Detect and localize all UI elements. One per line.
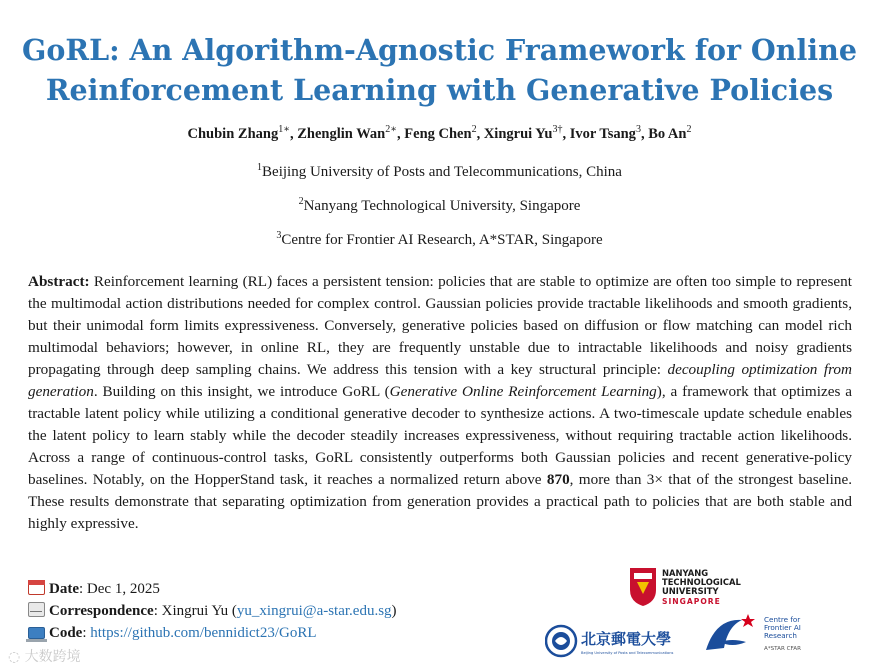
- author-name: Bo An: [648, 125, 687, 142]
- ntu-crest-icon: [628, 566, 748, 608]
- astar-name-line-1: Centre for: [764, 615, 801, 624]
- astar-name-line-2: Frontier AI: [764, 623, 801, 632]
- paper-title: [20, 30, 859, 110]
- bupt-name-cn: 北京郵電大學: [581, 630, 672, 648]
- affiliation-number: 3: [276, 230, 282, 241]
- email-link[interactable]: yu_xingrui@a-star.edu.sg: [236, 603, 392, 619]
- affiliation-number: 2: [298, 196, 304, 207]
- abstract-emphasis: decoupling optimization from generation: [28, 361, 852, 400]
- correspondence-line: [28, 602, 397, 620]
- affiliation-text: Beijing University of Posts and Telecommunications, China: [262, 164, 622, 180]
- code-separator: :: [82, 625, 91, 641]
- author-mark: 2: [686, 124, 692, 135]
- correspondence-label: Correspondence: [49, 603, 154, 619]
- bupt-seal-icon: [545, 623, 675, 663]
- author-mark: 2: [471, 124, 477, 135]
- title-line-2: Reinforcement Learning with Generative Policies: [45, 73, 834, 107]
- author-mark: 3: [635, 124, 641, 135]
- bupt-logo: [545, 623, 675, 667]
- abstract-label: Abstract:: [28, 273, 90, 290]
- affiliation-text: Centre for Frontier AI Research, A*STAR, Singapore: [281, 232, 603, 248]
- abstract-text: Reinforcement learning (RL) faces a persistent tension: policies that are stable to optimize are often too simple to represent the multimodal action distributions needed for complex control. Gaussian policies provide tractable likelihoods and smooth gradients, but their unimodal form limits expressiveness. Conversely, generative policies based on diffusion or flow matching can model rich multimodal behaviors; however, in online RL, they are frequently unstable due to intractable likelihoods and noisy gradients propagating through deep sampling chains. We address this tension with a key structural principle:: [28, 273, 852, 378]
- ntu-name-line-4: SINGAPORE: [662, 597, 721, 606]
- abstract: [28, 271, 852, 535]
- ntu-logo: [628, 566, 748, 612]
- astar-cfar-logo: [702, 612, 822, 660]
- astar-name-line-3: Research: [764, 631, 797, 640]
- ntu-name-line-2: TECHNOLOGICAL: [662, 577, 741, 587]
- date-value: : Dec 1, 2025: [79, 581, 160, 597]
- ntu-name-line-3: UNIVERSITY: [662, 586, 719, 596]
- abstract-highlight: 870: [546, 471, 570, 488]
- author-mark: 1∗: [278, 124, 290, 135]
- astar-mark-icon: [702, 612, 822, 656]
- abstract-text: ), a framework that optimizes a tractable latent policy while utilizing a conditional generative decoder to synthesize actions. A two-timescale update schedule enables the latent policy to learn stably while the decoder steadily increases expressiveness, without requiring tractable action likelihoods. Across a range of continuous-control tasks, GoRL consistently outperforms both Gaussian policies and recent generative-policy baselines. Notably, on the HopperStand task, it reaches a normalized return above: [28, 383, 852, 488]
- correspondence-name: : Xingrui Yu (: [153, 603, 237, 619]
- author-name: Feng Chen: [404, 125, 472, 142]
- abstract-emphasis: Generative Online Reinforcement Learning: [389, 383, 657, 400]
- date-label: Date: [49, 581, 79, 597]
- affiliation-3: [0, 230, 879, 249]
- watermark-text: 大数跨境: [24, 649, 81, 665]
- affiliation-2: [0, 196, 879, 215]
- watermark-icon: ◌: [8, 649, 25, 665]
- correspondence-close: ): [391, 603, 397, 619]
- calendar-icon: [28, 580, 45, 595]
- bupt-name-en: Beijing University of Posts and Telecommunications: [581, 651, 674, 655]
- watermark: [8, 646, 81, 666]
- envelope-icon: [28, 602, 45, 617]
- title-line-1: GoRL: An Algorithm-Agnostic Framework for Online: [22, 33, 857, 67]
- author-name: Chubin Zhang: [187, 125, 279, 142]
- author-list: Chubin Zhang$^{1∗}$, Zhenglin Wan$^{2∗}$, Feng Chen$^2$, Xingrui $Yu^{3\dagger}$, Ivor Tsang$^3$, Bo An$^2$: [187, 124, 692, 142]
- code-label: Code: [49, 625, 83, 641]
- ntu-name-line-1: NANYANG: [662, 568, 709, 578]
- astar-name-line-4: A*STAR CFAR: [764, 646, 801, 652]
- affiliation-text: Nanyang Technological University, Singapore: [303, 198, 581, 214]
- affiliation-number: 1: [257, 162, 263, 173]
- date-line: [28, 580, 160, 598]
- code-line: [28, 625, 317, 642]
- author-name: Ivor Tsang: [569, 125, 636, 142]
- github-link[interactable]: https://github.com/bennidict23/GoRL: [90, 625, 317, 641]
- author-name: Xingrui Yu: [483, 125, 553, 142]
- author-mark: 3†: [552, 124, 563, 135]
- abstract-text: , more than 3× that of the strongest baseline. These results demonstrate that separating optimization from generation provides a practical path to policies that are both stable and highly expressive.: [28, 471, 852, 532]
- affiliation-1: [0, 162, 879, 181]
- abstract-text: . Building on this insight, we introduce GoRL (: [93, 383, 390, 400]
- author-mark: 2∗: [385, 124, 398, 135]
- author-name: Zhenglin Wan: [297, 125, 386, 142]
- laptop-icon: [28, 627, 45, 639]
